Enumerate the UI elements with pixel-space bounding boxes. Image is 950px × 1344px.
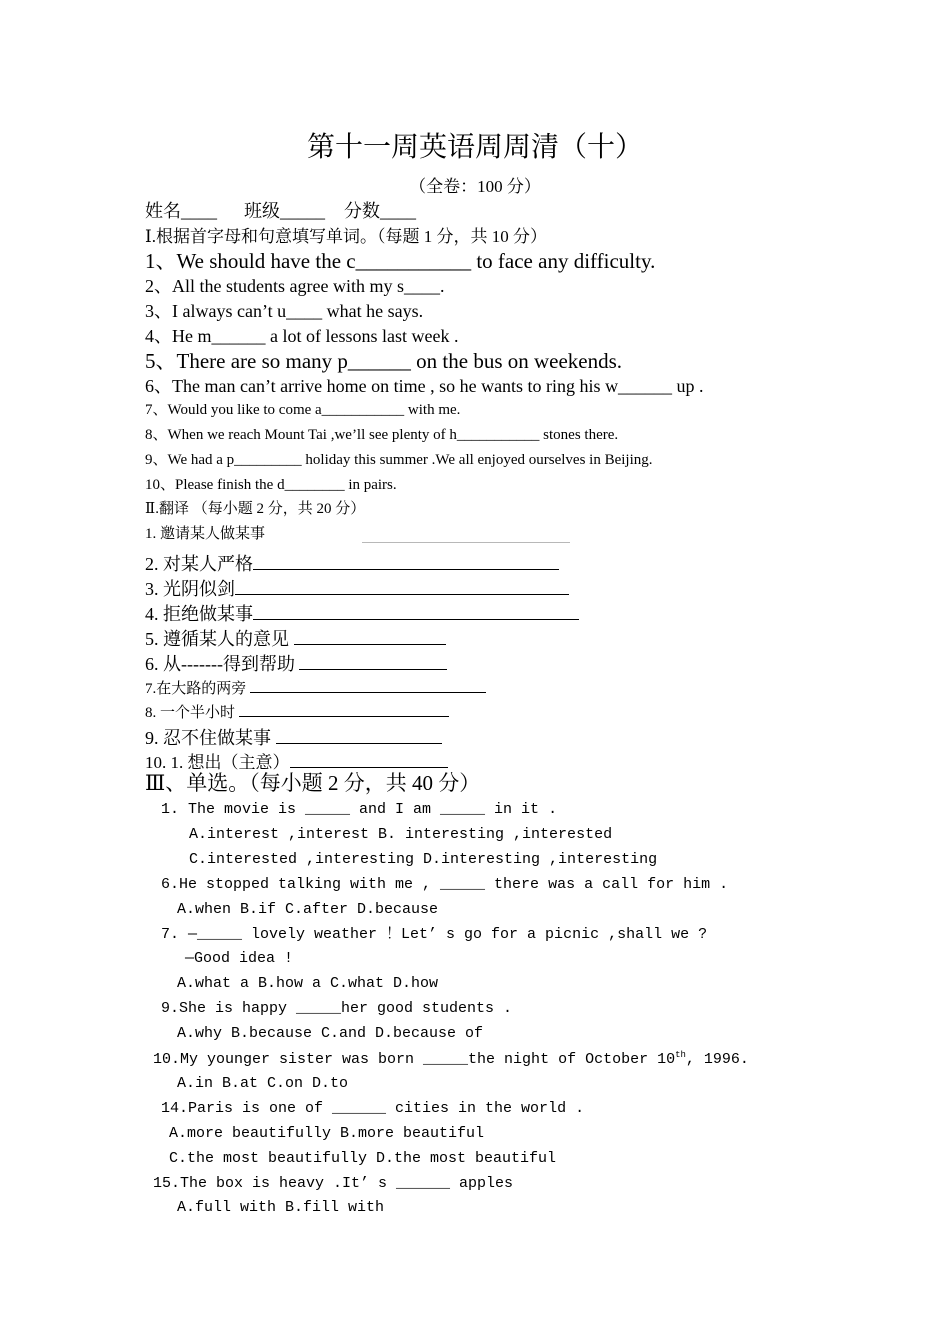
class-blank: _____ xyxy=(280,201,325,221)
q1-options-cd: C.interested ,interesting D.interesting ,interesting xyxy=(189,851,658,868)
s1-item-1: 1、We should have the c___________ to face any difficulty. xyxy=(145,249,656,273)
q10-stem-end: , 1996. xyxy=(685,1051,749,1068)
s2-answer-line-8 xyxy=(239,701,449,717)
section2-heading: Ⅱ.翻译 （每小题 2 分，共 20 分） xyxy=(145,501,366,517)
s2-row-10 xyxy=(145,750,448,771)
s2-answer-line-3 xyxy=(235,576,569,595)
s1-item-7: 7、Would you like to come a___________ with me. xyxy=(145,402,461,418)
q14-options-ab: A.more beautifully B.more beautiful xyxy=(169,1125,485,1142)
s1-item-5: 5、There are so many p______ on the bus on weekends. xyxy=(145,349,623,373)
s2-item-10: 10. 1. 想出（主意） xyxy=(145,753,290,772)
s2-item-2: 2. 对某人严格 xyxy=(145,554,253,574)
s1-item-2: 2、All the students agree with my s____. xyxy=(145,276,445,296)
s2-answer-line-1 xyxy=(362,528,570,543)
s2-answer-line-9 xyxy=(276,725,442,744)
s1-item-4: 4、He m______ a lot of lessons last week . xyxy=(145,326,459,346)
s1-item-8: 8、When we reach Mount Tai ,we’ll see plenty of h___________ stones there. xyxy=(145,427,619,443)
q9-options: A.why B.because C.and D.because of xyxy=(177,1025,484,1042)
s2-row-7 xyxy=(145,677,486,697)
s2-answer-line-2 xyxy=(253,551,559,570)
class-label: 班级 xyxy=(244,201,280,221)
s2-item-7: 7.在大路的两旁 xyxy=(145,681,251,697)
page-title: 第十一周英语周周清（十） xyxy=(306,132,643,163)
section3-heading: Ⅲ、单选。（每小题 2 分，共 40 分） xyxy=(145,771,481,795)
q15-stem: 15.The box is heavy .It’ s ______ apples xyxy=(153,1175,514,1192)
name-label: 姓名 xyxy=(145,201,181,221)
score-label: 分数 xyxy=(344,201,380,221)
s2-row-5 xyxy=(145,626,446,648)
s2-item-9: 9. 忍不住做某事 xyxy=(145,728,276,748)
q14-options-cd: C.the most beautifully D.the most beautiful xyxy=(169,1150,557,1167)
s1-item-3: 3、I always can’t u____ what he says. xyxy=(145,301,424,321)
s2-answer-line-5 xyxy=(294,626,446,645)
q6-stem: 6.He stopped talking with me , _____ there was a call for him . xyxy=(161,876,729,893)
q9-stem: 9.She is happy _____her good students . xyxy=(161,1000,513,1017)
s2-answer-line-10 xyxy=(290,750,448,768)
q1-stem: 1. The movie is _____ and I am _____ in it . xyxy=(161,801,558,818)
s2-item-4: 4. 拒绝做某事 xyxy=(145,604,253,624)
section1-heading: Ⅰ.根据首字母和句意填写单词。（每题 1 分，共 10 分） xyxy=(145,227,547,246)
s2-row-3 xyxy=(145,576,569,598)
q14-stem: 14.Paris is one of ______ cities in the world . xyxy=(161,1100,585,1117)
q10-superscript: th xyxy=(675,1050,686,1060)
s2-answer-line-7 xyxy=(250,677,486,693)
s2-row-8 xyxy=(145,701,449,721)
q10-stem xyxy=(153,1051,749,1067)
s2-item-6: 6. 从-------得到帮助 xyxy=(145,654,300,674)
s2-item-1: 1. 邀请某人做某事 xyxy=(145,526,266,542)
q7-options: A.what a B.how a C.what D.how xyxy=(177,975,439,992)
q7-reply: —Good idea ! xyxy=(185,950,294,967)
s2-row-6 xyxy=(145,651,447,673)
s1-item-10: 10、Please finish the d________ in pairs. xyxy=(145,477,397,493)
s2-item-3: 3. 光阴似剑 xyxy=(145,579,235,599)
q6-options: A.when B.if C.after D.because xyxy=(177,901,439,918)
s2-item-8: 8. 一个半小时 xyxy=(145,705,239,721)
score-blank: ____ xyxy=(380,201,416,221)
s1-item-9: 9、We had a p_________ holiday this summer .We all enjoyed ourselves in Beijing. xyxy=(145,452,653,468)
q1-options-ab: A.interest ,interest B. interesting ,interested xyxy=(189,826,613,843)
q10-stem-text: 10.My younger sister was born _____the night of October 10 xyxy=(153,1051,676,1068)
q10-options: A.in B.at C.on D.to xyxy=(177,1075,349,1092)
s2-item-5: 5. 遵循某人的意见 xyxy=(145,629,294,649)
page-subtitle: （全卷：100 分） xyxy=(409,177,541,196)
name-blank: ____ xyxy=(181,201,217,221)
s1-item-6: 6、The man can’t arrive home on time , so he wants to ring his w______ up . xyxy=(145,376,704,396)
s2-row-9 xyxy=(145,725,442,747)
q15-options: A.full with B.fill with xyxy=(177,1199,385,1216)
s2-row-2 xyxy=(145,551,559,573)
s2-answer-line-4 xyxy=(253,601,579,620)
q7-stem: 7. —_____ lovely weather ！Let’ s go for a picnic ,shall we ? xyxy=(161,926,708,943)
s2-row-4 xyxy=(145,601,579,623)
student-info-row xyxy=(145,202,416,220)
s2-answer-line-6 xyxy=(299,651,447,670)
